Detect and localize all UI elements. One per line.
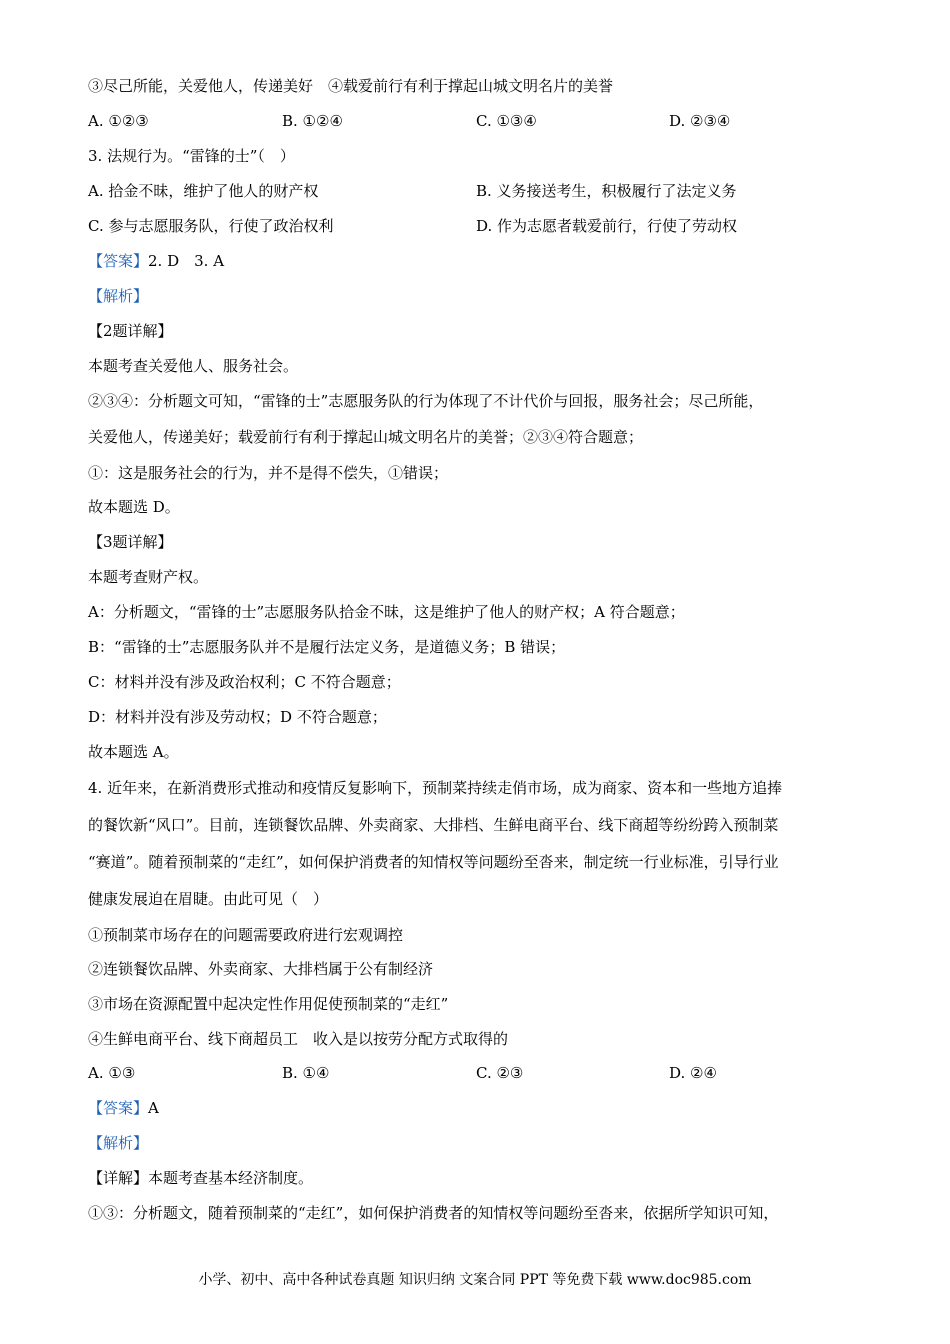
q3-option-a: A. 拾金不昧，维护了他人的财产权 bbox=[88, 182, 319, 200]
analysis-tag-2: 【解析】 bbox=[88, 1134, 149, 1152]
q3-stem: 3. 法规行为。“雷锋的士”（ ） bbox=[88, 147, 295, 165]
q4-stem-line: “赛道”。随着预制菜的“走红”，如何保护消费者的知情权等问题纷至沓来，制定统一行业标准，引导行业 bbox=[88, 853, 779, 871]
detail-4-tag: 【详解】 bbox=[88, 1169, 149, 1187]
detail-2-line: 关爱他人，传递美好；载爱前行有利于撑起山城文明名片的美誉；②③④符合题意； bbox=[88, 428, 644, 446]
detail-2-line: ②③④：分析题文可知，“雷锋的士”志愿服务队的行为体现了不计代价与回报，服务社会；尽己所能， bbox=[88, 392, 764, 410]
q4-stem-line: 健康发展迫在眉睫。由此可见（ ） bbox=[88, 890, 329, 908]
q4-option-c: C. ②③ bbox=[476, 1064, 524, 1082]
detail-3-line: 故本题选 A。 bbox=[88, 743, 179, 761]
q3-option-c: C. 参与志愿服务队，行使了政治权利 bbox=[88, 217, 334, 235]
detail-3-line: B：“雷锋的士”志愿服务队并不是履行法定义务，是道德义务；B 错误； bbox=[88, 638, 566, 656]
detail-2-line: 本题考查关爱他人、服务社会。 bbox=[88, 357, 299, 375]
detail-3-heading: 【3题详解】 bbox=[88, 533, 173, 551]
detail-3-line: 本题考查财产权。 bbox=[88, 568, 209, 586]
detail-4-last-line: ①③：分析题文，随着预制菜的“走红”，如何保护消费者的知情权等问题纷至沓来，依据所学知识可知， bbox=[88, 1204, 779, 1222]
detail-3-line: D：材料并没有涉及劳动权；D 不符合题意； bbox=[88, 708, 387, 726]
detail-4-line bbox=[88, 1168, 313, 1188]
analysis-tag-1: 【解析】 bbox=[88, 287, 149, 305]
q4-stem-line: 4. 近年来，在新消费形式推动和疫情反复影响下，预制菜持续走俏市场，成为商家、资本和一些地方追捧 bbox=[88, 779, 783, 797]
answer-line-2 bbox=[88, 1098, 159, 1118]
detail-3-line: C：材料并没有涉及政治权利；C 不符合题意； bbox=[88, 673, 401, 691]
answer-text: 2. D 3. A bbox=[148, 252, 225, 270]
q4-option-a: A. ①③ bbox=[88, 1064, 136, 1082]
q4-stem-line: 的餐饮新“风口”。目前，连锁餐饮品牌、外卖商家、大排档、生鲜电商平台、线下商超等纷纷跨入预制菜 bbox=[88, 816, 779, 834]
answer-text: A bbox=[148, 1099, 159, 1117]
q4-statement: ②连锁餐饮品牌、外卖商家、大排档属于公有制经济 bbox=[88, 960, 434, 978]
detail-4-text: 本题考查基本经济制度。 bbox=[148, 1169, 314, 1187]
q2-statements-3-4: ③尽己所能，关爱他人，传递美好 ④载爱前行有利于撑起山城文明名片的美誉 bbox=[88, 77, 614, 95]
q4-option-b: B. ①④ bbox=[282, 1064, 330, 1082]
q2-option-c: C. ①③④ bbox=[476, 112, 537, 130]
q2-option-d: D. ②③④ bbox=[669, 112, 731, 130]
detail-2-line: ①：这是服务社会的行为，并不是得不偿失，①错误； bbox=[88, 464, 449, 482]
q3-option-d: D. 作为志愿者载爱前行，行使了劳动权 bbox=[476, 217, 738, 235]
q2-option-b: B. ①②④ bbox=[282, 112, 343, 130]
q3-option-b: B. 义务接送考生，积极履行了法定义务 bbox=[476, 182, 737, 200]
detail-2-line: 故本题选 D。 bbox=[88, 498, 180, 516]
answer-tag: 【答案】 bbox=[88, 252, 149, 270]
q2-option-a: A. ①②③ bbox=[88, 112, 149, 130]
answer-line-1 bbox=[88, 251, 224, 271]
page-footer: 小学、初中、高中各种试卷真题 知识归纳 文案合同 PPT 等免费下载 www.doc985.com bbox=[198, 1272, 752, 1288]
q4-statement: ①预制菜市场存在的问题需要政府进行宏观调控 bbox=[88, 926, 404, 944]
detail-3-line: A：分析题文，“雷锋的士”志愿服务队拾金不昧，这是维护了他人的财产权；A 符合题意； bbox=[88, 603, 685, 621]
q4-statement: ④生鲜电商平台、线下商超员工 收入是以按劳分配方式取得的 bbox=[88, 1030, 509, 1048]
q4-option-d: D. ②④ bbox=[669, 1064, 717, 1082]
answer-tag: 【答案】 bbox=[88, 1099, 149, 1117]
q4-statement: ③市场在资源配置中起决定性作用促使预制菜的“走红” bbox=[88, 995, 449, 1013]
detail-2-heading: 【2题详解】 bbox=[88, 322, 173, 340]
